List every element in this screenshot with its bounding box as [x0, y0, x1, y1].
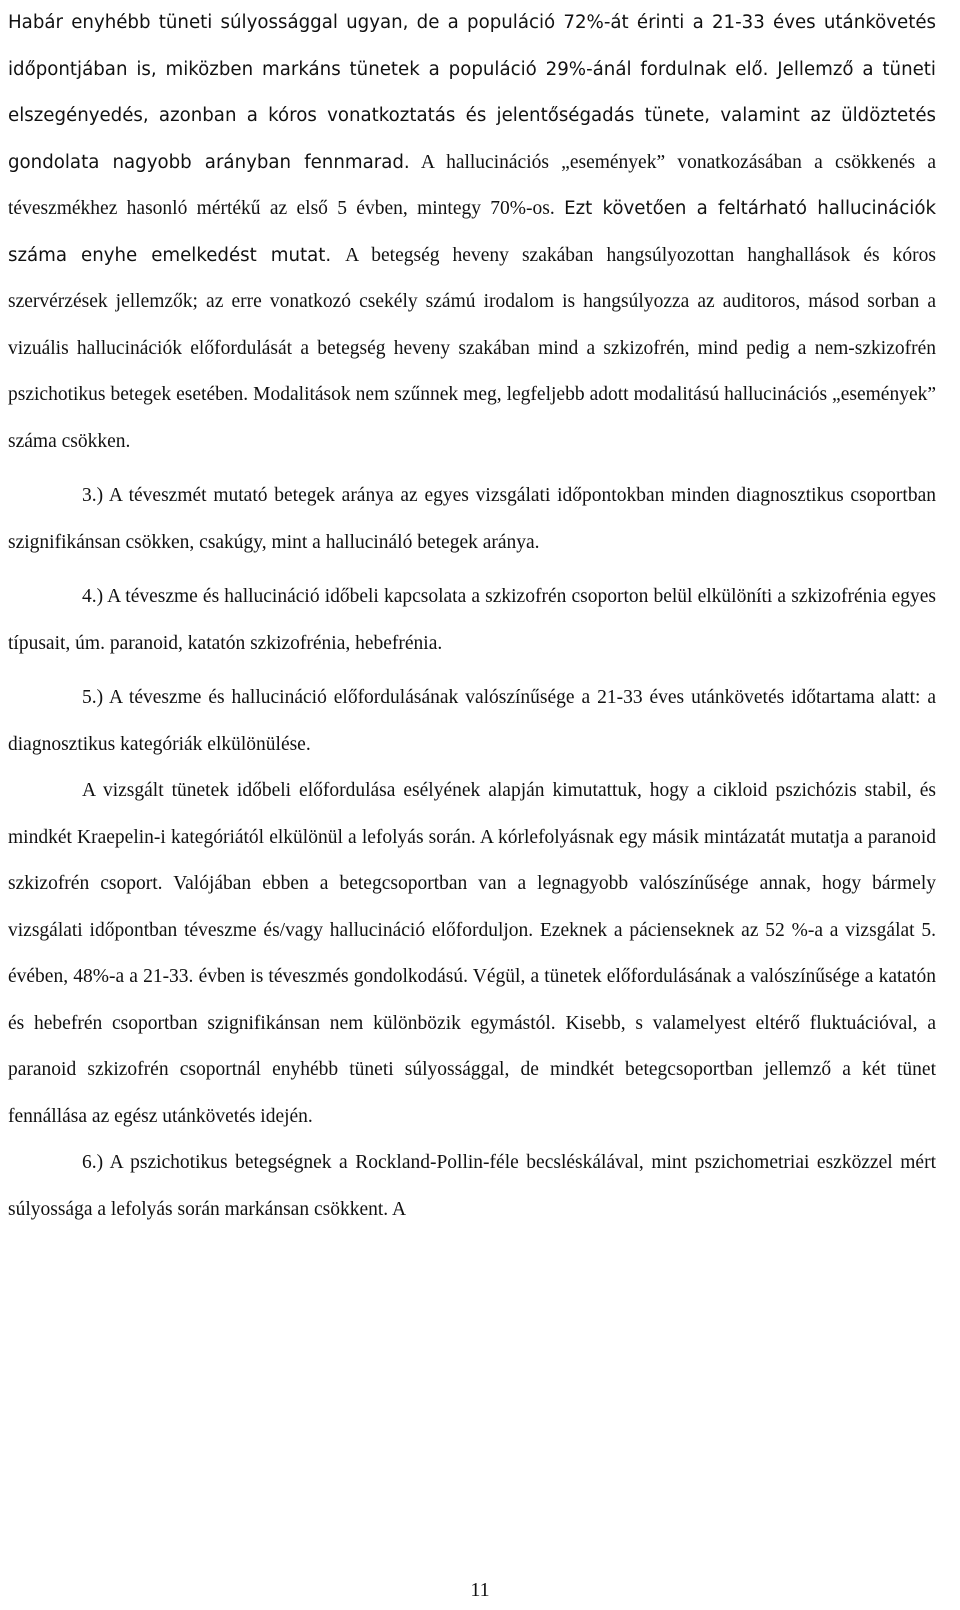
paragraph-continuation: [8, 0, 936, 465]
text-run: 5.) A téveszme és hallucináció előfordulásának valószínűsége a 21-33 éves utánkövetés időtartama alatt: a diagnosztikus kategóriák elkülönülése.: [8, 687, 936, 755]
text-run: 4.) A téveszme és hallucináció időbeli kapcsolata a szkizofrén csoporton belül elkülöníti a szkizofrénia egyes típusait, úm. paranoid, katatón szkizofrénia, hebefrénia.: [8, 586, 936, 654]
paragraph-findings: [8, 768, 936, 1140]
paragraph-point-6: [8, 1140, 936, 1233]
text-run: 6.) A pszichotikus betegségnek a Rockland-Pollin-féle becsléskálával, mint pszichometriai eszközzel mért súlyossága a lefolyás során markánsan csökkent. A: [8, 1152, 936, 1220]
text-run: Habár enyhébb tüneti súlyossággal ugyan, de a populáció 72%-át érinti a 21-33 éves utánkövetés időpontjában is, miközben markáns tünetek a populáció 29%-ánál fordulnak elő. Jellemző a tüneti elszegényedés, azonban a kóros vonatkoztatás és jelentőségadás tünete, valamint az üldöztetés gondolata nagyobb arányban fennmarad.: [8, 12, 936, 173]
paragraph-point-4: [8, 574, 936, 667]
text-run: 3.) A téveszmét mutató betegek aránya az egyes vizsgálati időpontokban minden diagnosztikus csoportban szignifikánsan csökken, csakúgy, mint a hallucináló betegek aránya.: [8, 485, 936, 553]
paragraph-point-5: [8, 675, 936, 768]
text-run: Ezt követően a feltárható hallucinációk száma enyhe emelkedést mutat.: [8, 198, 936, 266]
text-run: A betegség heveny szakában hangsúlyozottan hanghallások és kóros szervérzések jellemzők; az erre vonatkozó csekély számú irodalom is hangsúlyozza az auditoros, másod sorban a vizuális hallucinációk előfordulását a betegség heveny szakában mind a szkizofrén, mind pedig a nem-szkizofrén pszichotikus betegek esetében. Modalitások nem szűnnek meg, legfeljebb adott modalitású hallucinációs „események” száma csökken.: [8, 244, 936, 452]
page-number: 11: [470, 1579, 490, 1601]
document-page: [8, 0, 936, 1233]
text-run: A hallucinációs „események” vonatkozásában a csökkenés a téveszmékhez hasonló mértékű az első 5 évben, mintegy 70%-os.: [8, 151, 937, 219]
text-run: A vizsgált tünetek időbeli előfordulása esélyének alapján kimutattuk, hogy a cikloid pszichózis stabil, és mindkét Kraepelin-i kategóriától elkülönül a lefolyás során. A kórlefolyásnak egy másik mintázatát mutatja a paranoid szkizofrén csoport. Valójában ebben a betegcsoportban van a legnagyobb valószínűsége annak, hogy bármely vizsgálati időpontban téveszme és/vagy hallucináció előforduljon. Ezeknek a pácienseknek az 52 %-a a vizsgálat 5. évében, 48%-a a 21-33. évben is téveszmés gondolkodású. Végül, a tünetek előfordulásának a valószínűsége a katatón és hebefrén csoportban szignifikánsan nem különbözik egymástól. Kisebb, s valamelyest eltérő fluktuációval, a paranoid szkizofrén csoportnál enyhébb tüneti súlyossággal, de mindkét betegcsoportban jellemző a két tünet fennállása az egész utánkövetés idején.: [8, 780, 936, 1127]
paragraph-point-3: [8, 473, 936, 566]
